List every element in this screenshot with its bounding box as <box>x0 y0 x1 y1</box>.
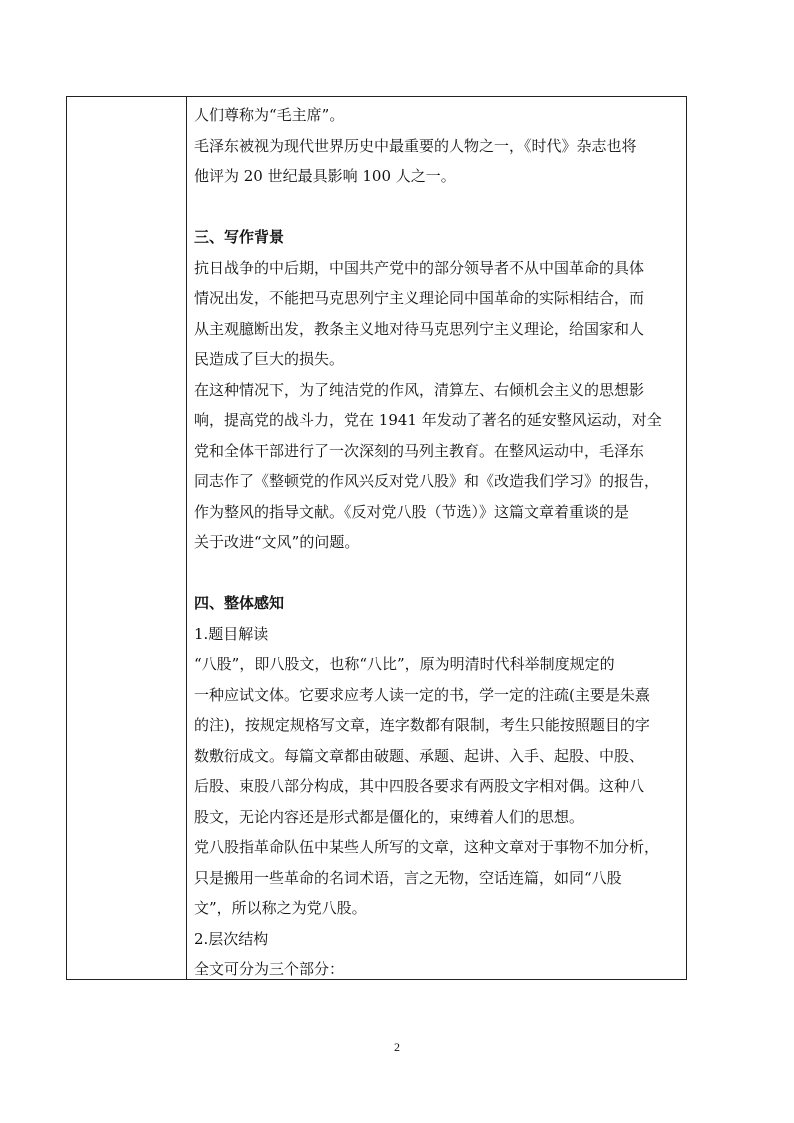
text-line: 后股、束股八部分构成，其中四股各要求有两股文字相对偶。这种八 <box>194 777 645 795</box>
text-line: 全文可分为三个部分： <box>194 960 345 978</box>
column-divider <box>186 97 187 979</box>
text-line: 股文，无论内容还是形式都是僵化的，束缚着人们的思想。 <box>194 807 585 826</box>
text-line: 作为整风的指导文献。《反对党八股（节选）》这篇文章着重谈的是 <box>194 502 630 521</box>
text-line: 只是搬用一些革命的名词术语，言之无物，空话连篇，如同“八股 <box>194 868 622 887</box>
text-line: 在这种情况下，为了纯洁党的作风，清算左、右倾机会主义的思想影 <box>194 380 645 399</box>
text-cell <box>194 100 684 985</box>
text-line: 人们尊称为“毛主席”。 <box>194 106 345 124</box>
text-line: 2.层次结构 <box>194 929 269 948</box>
text-line: 情况出发，不能把马克思列宁主义理论同中国革命的实际相结合，而 <box>194 289 645 307</box>
text-line: 党八股指革命队伍中某些人所写的文章，这种文章对于事物不加分析， <box>194 838 660 856</box>
text-line: 他评为 20 世纪最具影响 100 人之一。 <box>194 167 456 185</box>
text-line: 同志作了《整顿党的作风兴反对党八股》和《改造我们学习》的报告， <box>194 472 660 490</box>
text-line: 一种应试文体。它要求应考人读一定的书，学一定的注疏(主要是朱熹 <box>194 685 650 704</box>
text-line: 关于改进“文风”的问题。 <box>194 533 360 551</box>
text-line: 数敷衍成文。每篇文章都由破题、承题、起讲、入手、起股、中股、 <box>194 746 645 765</box>
page-number: 2 <box>394 1040 400 1054</box>
text-line: “八股”，即八股文，也称“八比”，原为明清时代科举制度规定的 <box>194 655 615 673</box>
text-line: 文”，所以称之为党八股。 <box>194 899 367 917</box>
text-line: 民造成了巨大的损失。 <box>194 350 345 368</box>
text-line: 从主观臆断出发，教条主义地对待马克思列宁主义理论，给国家和人 <box>194 319 645 338</box>
section-heading: 四、整体感知 <box>194 594 285 612</box>
text-line: 党和全体干部进行了一次深刻的马列主教育。在整风运动中，毛泽东 <box>194 441 645 460</box>
text-line: 毛泽东被视为现代世界历史中最重要的人物之一，《时代》杂志也将 <box>194 136 637 155</box>
text-line: 1.题目解读 <box>194 624 269 643</box>
text-line: 的注)，按规定规格写文章，连字数都有限制，考生只能按照题目的字 <box>194 716 650 734</box>
text-line: 响，提高党的战斗力，党在 1941 年发动了著名的延安整风运动，对全 <box>194 411 662 429</box>
blank-line <box>194 558 684 589</box>
content-table <box>66 96 687 980</box>
section-heading: 三、写作背景 <box>194 228 285 246</box>
text-line: 抗日战争的中后期，中国共产党中的部分领导者不从中国革命的具体 <box>194 258 645 277</box>
blank-line <box>194 192 684 223</box>
